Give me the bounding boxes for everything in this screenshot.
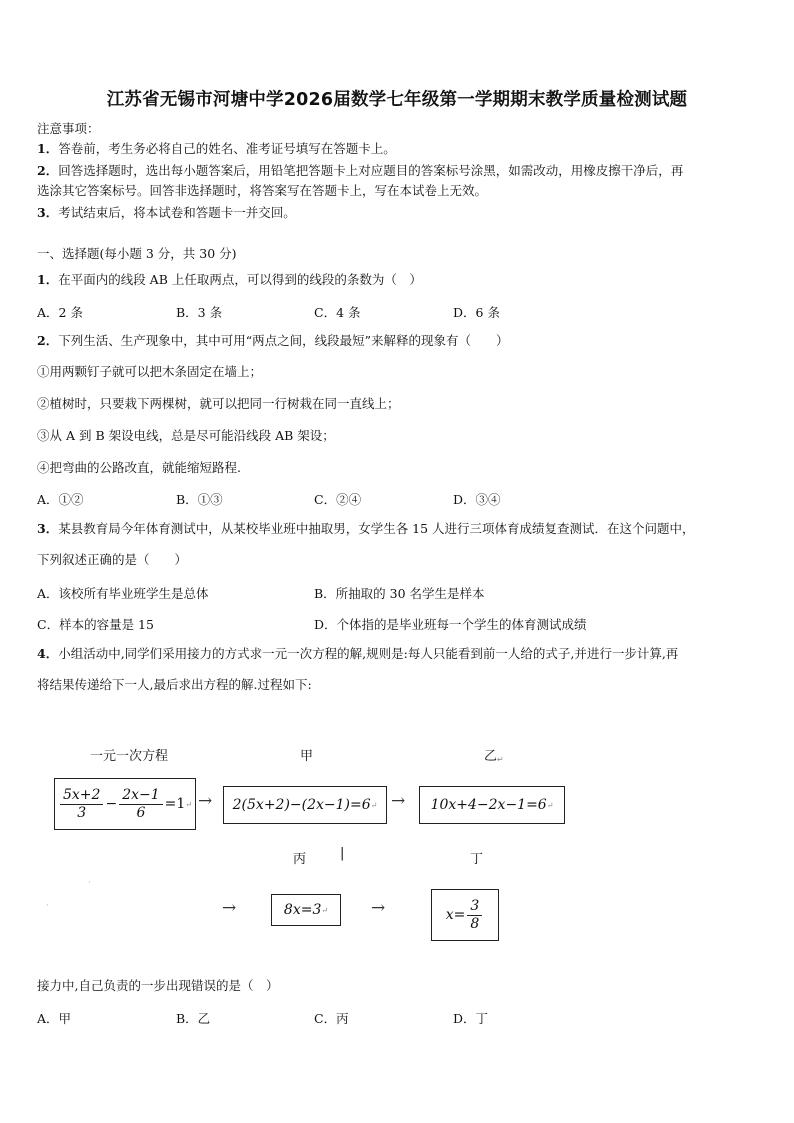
q2-option-d: D．③④ xyxy=(453,492,501,507)
equation-box-jia xyxy=(223,786,387,824)
minus-sign: − xyxy=(105,796,118,812)
arrow-right-icon: → xyxy=(391,791,406,811)
q2-item-3: ③从 A 到 B 架设电线，总是尽可能沿线段 AB 架设； xyxy=(37,428,335,443)
q1-text: 在平面内的线段 AB 上任取两点，可以得到的线段的条数为（ ） xyxy=(58,272,422,287)
arrow-right-icon: → xyxy=(198,791,213,811)
stray-mark: · xyxy=(88,878,91,887)
equation-box-yi xyxy=(419,786,565,824)
q3-option-b: B．所抽取的 30 名学生是样本 xyxy=(314,586,485,601)
equation-ding-lhs: x= xyxy=(445,907,466,923)
note-3-text: 考试结束后，将本试卷和答题卡一并交回。 xyxy=(58,205,296,220)
q1-option-b: B．3 条 xyxy=(176,305,223,320)
q2-option-b: B．①③ xyxy=(176,492,223,507)
q4-question: 接力中,自己负责的一步出现错误的是（ ） xyxy=(37,978,279,993)
return-mark: ↵ xyxy=(321,905,329,915)
note-3-num: 3． xyxy=(37,205,59,220)
fraction-3 xyxy=(467,898,482,933)
q3-stem-cont: 下列叙述正确的是（ ） xyxy=(37,552,188,567)
return-mark: ↵ xyxy=(370,800,378,810)
note-2-text-a: 回答选择题时，选出每小题答案后，用铅笔把答题卡上对应题目的答案标号涂黑，如需改动，用橡皮擦干净后，再 xyxy=(58,163,684,178)
arrow-right-icon: → xyxy=(222,898,237,918)
q3-stem xyxy=(37,521,695,537)
q2-item-2: ②植树时，只要栽下两棵树，就可以把同一行树栽在同一直线上； xyxy=(37,396,400,411)
q1-option-a: A．2 条 xyxy=(37,305,83,320)
label-bing: 丙 xyxy=(293,852,307,867)
notes-heading: 注意事项： xyxy=(37,121,100,136)
q4-num: 4． xyxy=(37,646,59,661)
q4-option-c: C．丙 xyxy=(314,1011,349,1026)
fraction-3-numerator: 3 xyxy=(467,898,482,916)
fraction-1-denominator: 3 xyxy=(77,804,87,821)
q1-stem xyxy=(37,272,422,288)
q3-text-a: 某县教育局今年体育测试中，从某校毕业班中抽取男，女学生各 15 人进行三项体育成绩复查测试．在这个问题中， xyxy=(58,521,695,536)
fraction-2 xyxy=(119,787,162,822)
label-yi xyxy=(484,745,504,764)
label-ding: 丁 xyxy=(470,852,484,867)
q1-option-d: D．6 条 xyxy=(453,305,500,320)
fraction-3-denominator: 8 xyxy=(470,915,480,932)
q1-option-c: C．4 条 xyxy=(314,305,361,320)
q4-option-b: B．乙 xyxy=(176,1011,211,1026)
q2-num: 2． xyxy=(37,333,59,348)
q2-item-1: ①用两颗钉子就可以把木条固定在墙上； xyxy=(37,364,263,379)
q4-stem xyxy=(37,646,678,662)
equation-rhs: =1 xyxy=(164,796,186,812)
note-3 xyxy=(37,205,296,221)
return-mark: ↵ xyxy=(546,800,554,810)
q2-option-a: A．①② xyxy=(37,492,84,507)
fraction-1-numerator: 5x+2 xyxy=(60,787,103,805)
note-2-cont: 选涂其它答案标号。回答非选择题时，将答案写在答题卡上，写在本试卷上无效。 xyxy=(37,183,488,198)
q1-num: 1． xyxy=(37,272,59,287)
q2-option-c: C．②④ xyxy=(314,492,362,507)
return-mark: ↵ xyxy=(497,755,504,764)
note-1-text: 答卷前，考生务必将自己的姓名、准考证号填写在答题卡上。 xyxy=(58,141,396,156)
q3-option-a: A．该校所有毕业班学生是总体 xyxy=(37,586,209,601)
q4-text-a: 小组活动中,同学们采用接力的方式求一元一次方程的解,规则是:每人只能看到前一人给的式子,并进行一步计算,再 xyxy=(58,646,679,661)
equation-box-ding xyxy=(431,889,499,941)
q2-item-4: ④把弯曲的公路改直，就能缩短路程. xyxy=(37,460,241,475)
separator-bar: | xyxy=(340,846,345,861)
equation-bing: 8x=3 xyxy=(283,902,322,918)
equation-jia: 2(5x+2)−(2x−1)=6 xyxy=(232,797,371,813)
q4-option-d: D．丁 xyxy=(453,1011,489,1026)
q2-text: 下列生活、生产现象中，其中可用“两点之间，线段最短”来解释的现象有（ ） xyxy=(58,333,509,348)
fraction-2-denominator: 6 xyxy=(136,804,146,821)
label-start: 一元一次方程 xyxy=(90,749,169,764)
section-heading: 一、选择题(每小题 3 分，共 30 分) xyxy=(37,246,237,261)
note-1 xyxy=(37,141,396,157)
equation-yi: 10x+4−2x−1=6 xyxy=(430,797,547,813)
q4-stem-cont: 将结果传递给下一人,最后求出方程的解.过程如下: xyxy=(37,677,312,692)
q3-option-d: D．个体指的是毕业班每一个学生的体育测试成绩 xyxy=(314,617,587,632)
label-yi-text: 乙 xyxy=(484,749,498,764)
equation-box-original xyxy=(54,778,196,830)
q2-stem xyxy=(37,333,509,349)
fraction-1 xyxy=(60,787,103,822)
fraction-2-numerator: 2x−1 xyxy=(119,787,162,805)
return-mark: ↵ xyxy=(185,799,192,809)
page-title: 江苏省无锡市河塘中学2026届数学七年级第一学期期末教学质量检测试题 xyxy=(106,90,688,110)
note-1-num: 1． xyxy=(37,141,59,156)
q3-num: 3． xyxy=(37,521,59,536)
note-2 xyxy=(37,163,683,179)
label-jia: 甲 xyxy=(300,749,314,764)
note-2-num: 2． xyxy=(37,163,59,178)
stray-mark: · xyxy=(46,901,49,910)
arrow-right-icon: → xyxy=(371,898,386,918)
q3-option-c: C．样本的容量是 15 xyxy=(37,617,154,632)
equation-box-bing xyxy=(271,894,341,926)
q4-option-a: A．甲 xyxy=(37,1011,72,1026)
